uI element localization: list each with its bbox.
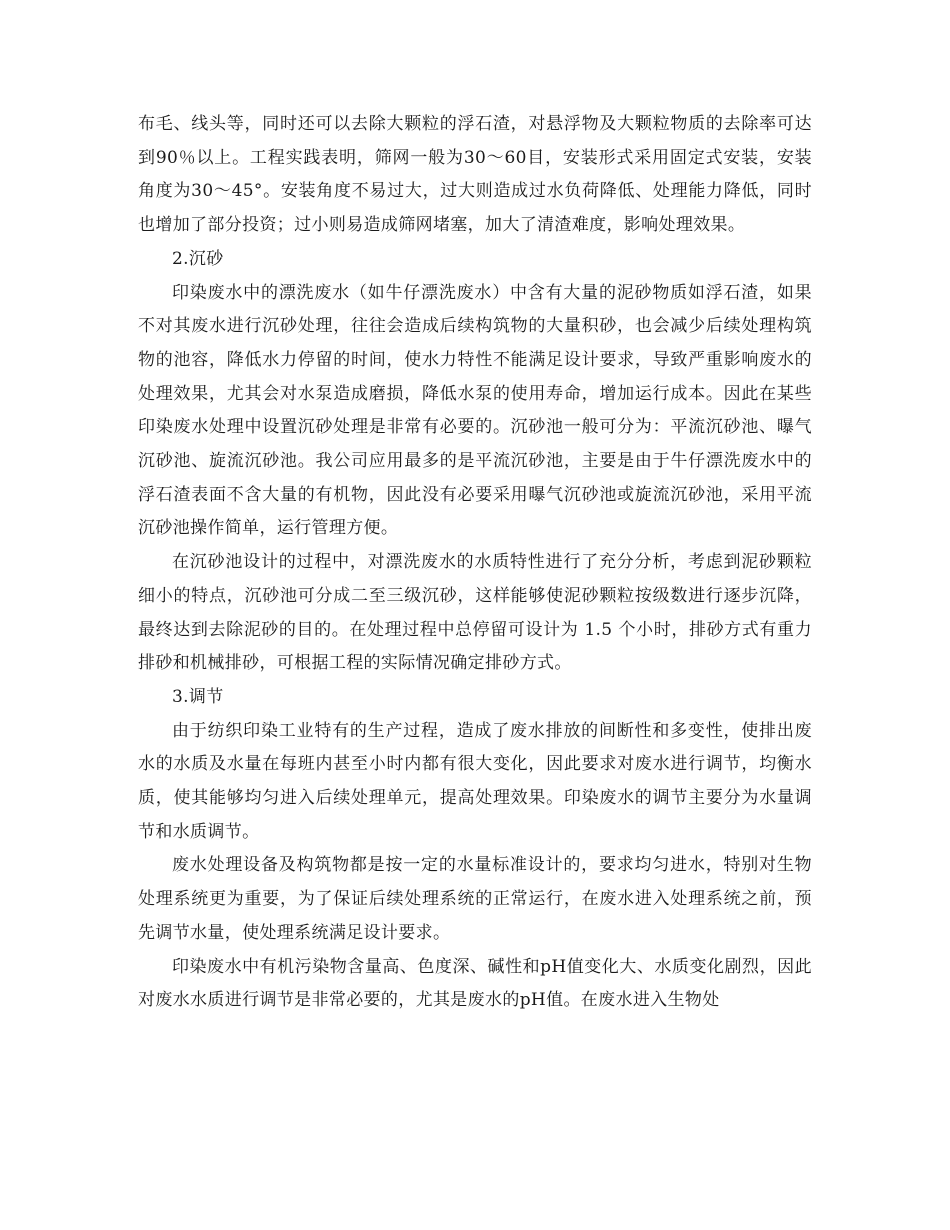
paragraph-equalization-intro: 由于纺织印染工业特有的生产过程，造成了废水排放的间断性和多变性，使排出废水的水质及水量在每班内甚至小时内都有很大变化，因此要求对废水进行调节，均衡水质，使其能够均匀进入后续处理单元，提高处理效果。印染废水的调节主要分为水量调节和水质调节。	[138, 720, 812, 842]
section-heading-sand-settling: 2.沉砂	[172, 248, 224, 269]
paragraph-quality-equalization: 印染废水中有机污染物含量高、色度深、碱性和pH值变化大、水质变化剧烈，因此对废水水质进行调节是非常必要的，尤其是废水的pH值。在废水进入生物处	[138, 956, 812, 1011]
paragraph-screen-mesh-cont: 布毛、线头等，同时还可以去除大颗粒的浮石渣，对悬浮物及大颗粒物质的去除率可达到90％以上。工程实践表明，筛网一般为30～60目，安装形式采用固定式安装，安装角度为30～45°。安装角度不易过大，过大则造成过水负荷降低、处理能力降低，同时也增加了部分投资；过小则易造成筛网堵塞，加大了清渣难度，影响处理效果。	[138, 114, 812, 236]
paragraph-sand-settling-intro: 印染废水中的漂洗废水（如牛仔漂洗废水）中含有大量的泥砂物质如浮石渣，如果不对其废水进行沉砂处理，往往会造成后续构筑物的大量积砂，也会减少后续处理构筑物的池容，降低水力停留的时间，使水力特性不能满足设计要求，导致严重影响废水的处理效果，尤其会对水泵造成磨损，降低水泵的使用寿命，增加运行成本。因此在某些印染废水处理中设置沉砂处理是非常有必要的。沉砂池一般可分为：平流沉砂池、曝气沉砂池、旋流沉砂池。我公司应用最多的是平流沉砂池，主要是由于牛仔漂洗废水中的浮石渣表面不含大量的有机物，因此没有必要采用曝气沉砂池或旋流沉砂池，采用平流沉砂池操作简单，运行管理方便。	[138, 282, 812, 539]
section-heading-equalization: 3.调节	[172, 686, 224, 707]
paragraph-flow-equalization: 废水处理设备及构筑物都是按一定的水量标准设计的，要求均匀进水，特别对生物处理系统更为重要，为了保证后续处理系统的正常运行，在废水进入处理系统之前，预先调节水量，使处理系统满足设计要求。	[138, 855, 812, 943]
paragraph-sand-settling-design: 在沉砂池设计的过程中，对漂洗废水的水质特性进行了充分分析，考虑到泥砂颗粒细小的特点，沉砂池可分成二至三级沉砂，这样能够使泥砂颗粒按级数进行逐步沉降，最终达到去除泥砂的目的。在处理过程中总停留可设计为 1.5 个小时，排砂方式有重力排砂和机械排砂，可根据工程的实际情况确定排砂方式。	[138, 552, 812, 674]
